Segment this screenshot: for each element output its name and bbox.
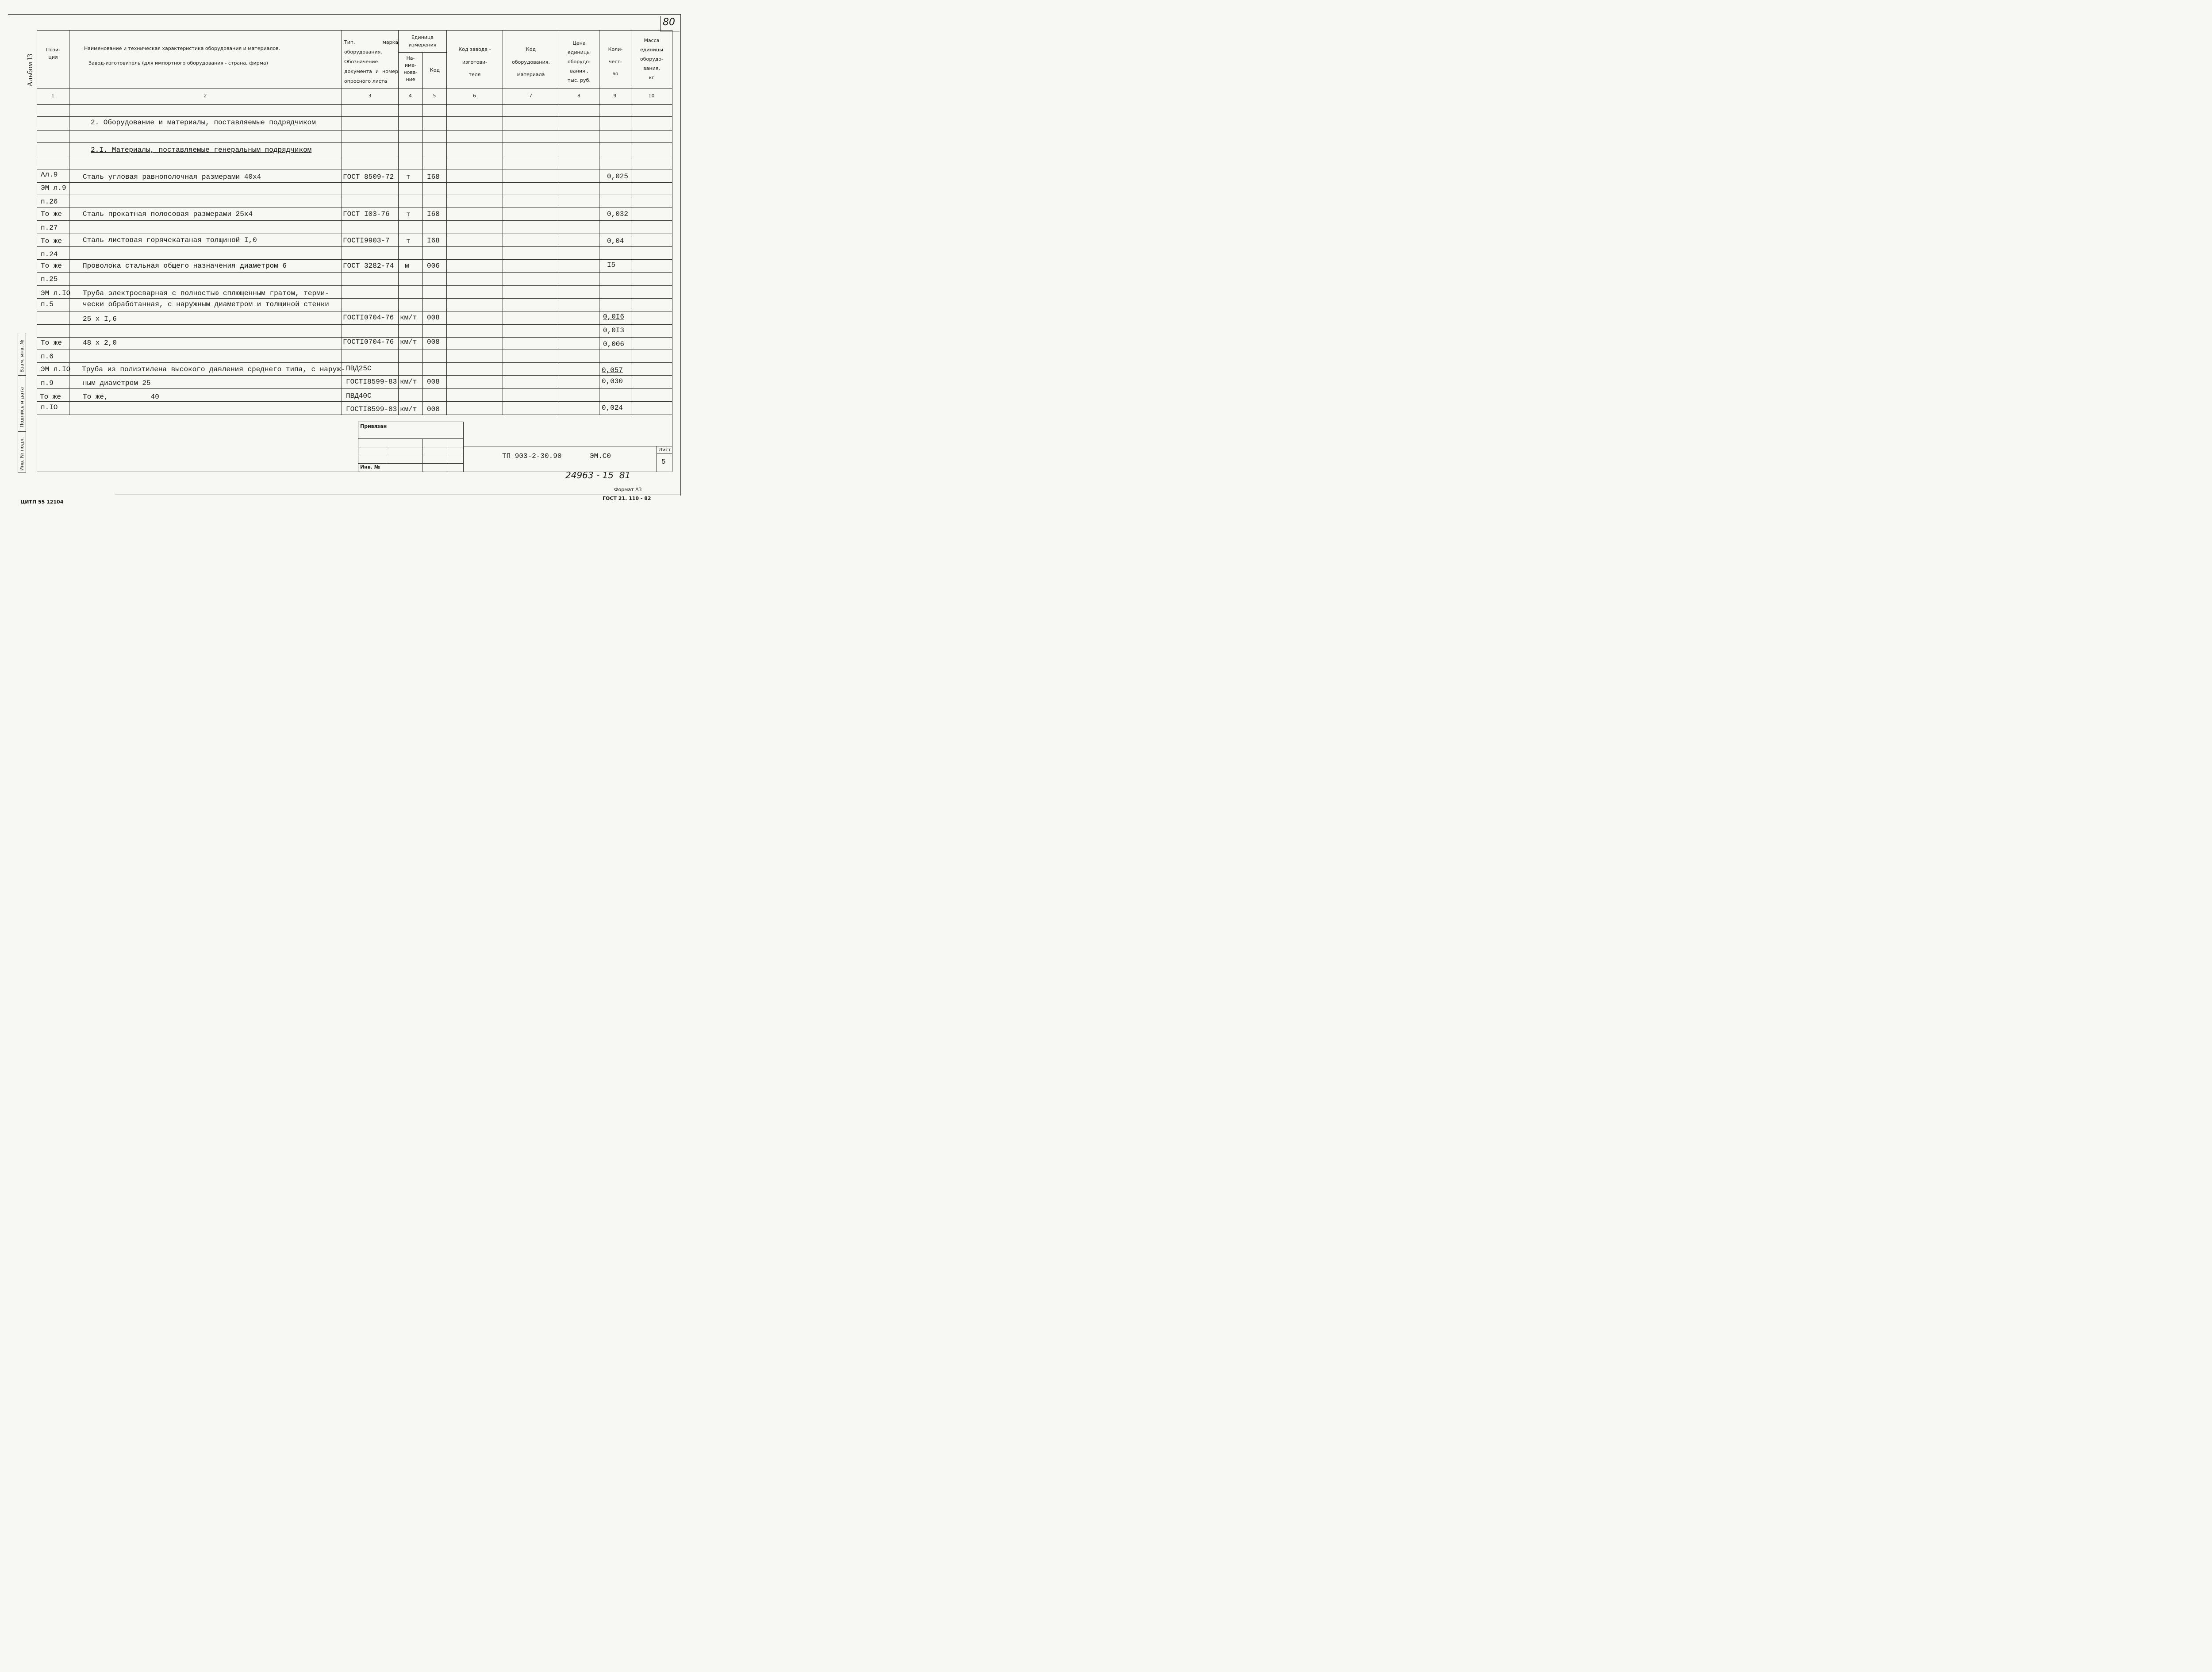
row-1-code: I68 bbox=[427, 173, 440, 181]
row-16-doc: ПВД25С bbox=[346, 365, 372, 373]
row-18-position: То же bbox=[40, 393, 61, 401]
row-14-qty: 0,006 bbox=[603, 340, 625, 348]
stamp-document-mark: ЭМ.С0 bbox=[590, 452, 611, 460]
row-17-name: ным диаметром 25 bbox=[83, 379, 151, 387]
stamp-sheet-label: Лист bbox=[659, 447, 671, 453]
row-11-position: п.5 bbox=[41, 300, 54, 308]
row-6-code: I68 bbox=[427, 237, 440, 245]
row-17-code: 008 bbox=[427, 378, 440, 386]
row-1-qty: 0,025 bbox=[607, 173, 629, 181]
row-12-qty: 0,0I6 bbox=[603, 313, 625, 321]
row-7-position: п.24 bbox=[41, 250, 58, 258]
row-18-name: То же, 40 bbox=[83, 393, 159, 401]
row-17-unit: км/т bbox=[400, 378, 417, 386]
row-14-code: 008 bbox=[427, 338, 440, 346]
stamp-inv-no: Инв. № bbox=[360, 464, 380, 470]
col-num-1: 1 bbox=[51, 93, 54, 99]
row-19-position: п.IO bbox=[41, 404, 58, 411]
stamp-privyazan: Привязан bbox=[360, 423, 387, 429]
header-quantity: Коли- чест- во bbox=[608, 46, 623, 77]
row-2-position: ЭМ л.9 bbox=[41, 184, 66, 192]
row-15-position: п.6 bbox=[41, 353, 54, 361]
footer-citp: ЦИТП 55 12104 bbox=[20, 499, 64, 505]
footer-gost: ГОСТ 21. 110 - 82 bbox=[603, 496, 651, 501]
row-12-unit: км/т bbox=[400, 314, 417, 322]
header-name-line2: Завод-изготовитель (для импортного оборудования - страна, фирма) bbox=[88, 60, 268, 66]
side-stamp-podpis: Подпись и дата bbox=[19, 387, 25, 427]
col-num-9: 9 bbox=[613, 93, 617, 99]
row-4-code: I68 bbox=[427, 210, 440, 218]
row-10-position: ЭМ л.IO bbox=[41, 289, 71, 297]
row-16-name: Труба из полиэтилена высокого давления среднего типа, с наруж- bbox=[82, 365, 346, 373]
stamp-document-code: ТП 903-2-30.90 bbox=[502, 452, 562, 460]
header-position: Пози- ция bbox=[46, 47, 60, 61]
row-1-position: Ал.9 bbox=[41, 171, 58, 179]
row-12-doc: ГОСТI0704-76 bbox=[343, 314, 394, 322]
row-17-qty: 0,030 bbox=[602, 377, 623, 385]
header-equipment-code: Код оборудования, материала bbox=[512, 46, 550, 78]
side-stamp-inv-podl: Инв. № подл. bbox=[19, 437, 25, 471]
row-4-qty: 0,032 bbox=[607, 210, 629, 218]
row-3-position: п.26 bbox=[41, 198, 58, 206]
row-11-name: чески обработанная, с наружным диаметром и толщиной стенки bbox=[83, 300, 329, 308]
col-num-8: 8 bbox=[577, 93, 580, 99]
header-unit-name: На- име- нова- ние bbox=[403, 55, 418, 82]
row-17-position: п.9 bbox=[41, 379, 54, 387]
header-price: Цена единицы оборудо- вания , тыс. руб. bbox=[567, 40, 591, 83]
row-8-doc: ГОСТ 3282-74 bbox=[343, 262, 394, 270]
row-14-position: То же bbox=[41, 339, 62, 347]
handwritten-reference: 24963 - 15 81 bbox=[565, 470, 631, 480]
side-stamp-vzam: Взам. инв. № bbox=[19, 339, 25, 373]
row-12-code: 008 bbox=[427, 314, 440, 322]
header-type-doc: Тип, марка оборудования. Обозначение документа и номер опросного листа bbox=[344, 39, 398, 84]
row-19-code: 008 bbox=[427, 405, 440, 413]
row-14-name: 48 х 2,0 bbox=[83, 339, 117, 347]
row-6-position: То же bbox=[41, 237, 62, 245]
section-2-heading: 2. Оборудование и материалы, поставляемые подрядчиком bbox=[91, 119, 316, 127]
row-19-doc: ГОСТI8599-83 bbox=[346, 405, 397, 413]
row-17-doc: ГОСТI8599-83 bbox=[346, 378, 397, 386]
row-1-name: Сталь угловая равнополочная размерами 40х4 bbox=[83, 173, 261, 181]
row-13-qty: 0,0I3 bbox=[603, 327, 625, 334]
row-19-unit: км/т bbox=[400, 405, 417, 413]
col-num-4: 4 bbox=[409, 93, 412, 99]
row-16-position: ЭМ л.IO bbox=[41, 365, 71, 373]
col-num-10: 10 bbox=[648, 93, 655, 99]
row-9-position: п.25 bbox=[41, 275, 58, 283]
col-num-7: 7 bbox=[529, 93, 532, 99]
row-12-name: 25 х I,6 bbox=[83, 315, 117, 323]
section-2-1-heading: 2.I. Материалы, поставляемые генеральным подрядчиком bbox=[91, 146, 312, 154]
header-unit-code: Код bbox=[430, 67, 440, 73]
row-8-position: То же bbox=[41, 262, 62, 270]
row-10-name: Труба электросварная с полностью сплющенным гратом, терми- bbox=[83, 289, 329, 297]
footer-format: Формат А3 bbox=[614, 487, 642, 492]
row-4-position: То же bbox=[41, 210, 62, 218]
handwritten-page-number: 80 bbox=[663, 17, 675, 28]
row-6-doc: ГОСТI9903-7 bbox=[343, 237, 390, 245]
col-num-2: 2 bbox=[204, 93, 207, 99]
row-8-code: 006 bbox=[427, 262, 440, 270]
row-5-position: п.27 bbox=[41, 224, 58, 232]
header-name-line1: Наименование и техническая характеристика оборудования и материалов. bbox=[84, 46, 280, 51]
row-8-qty: I5 bbox=[607, 261, 616, 269]
album-label: Альбом I3 bbox=[26, 54, 34, 87]
row-4-name: Сталь прокатная полосовая размерами 25х4 bbox=[83, 210, 253, 218]
header-mass: Масса единицы оборудо- вания, кг bbox=[640, 38, 664, 81]
row-14-unit: км/т bbox=[400, 338, 417, 346]
row-1-doc: ГОСТ 8509-72 bbox=[343, 173, 394, 181]
row-8-unit: м bbox=[405, 262, 409, 270]
col-num-3: 3 bbox=[368, 93, 372, 99]
row-16-qty: 0,057 bbox=[602, 366, 623, 374]
header-factory-code: Код завода - изготови- теля bbox=[458, 46, 491, 78]
row-6-unit: т bbox=[406, 237, 411, 245]
row-4-doc: ГОСТ I03-76 bbox=[343, 210, 390, 218]
row-6-name: Сталь листовая горячекатаная толщиной I,0 bbox=[83, 236, 257, 244]
row-14-doc: ГОСТI0704-76 bbox=[343, 338, 394, 346]
header-unit-group: Единица измерения bbox=[408, 35, 437, 48]
row-18-doc: ПВД40С bbox=[346, 392, 372, 400]
row-8-name: Проволока стальная общего назначения диаметром 6 bbox=[83, 262, 287, 270]
row-19-qty: 0,024 bbox=[602, 404, 623, 412]
row-4-unit: т bbox=[406, 211, 411, 219]
row-1-unit: т bbox=[406, 173, 411, 181]
row-6-qty: 0,04 bbox=[607, 237, 624, 245]
col-num-6: 6 bbox=[473, 93, 476, 99]
col-num-5: 5 bbox=[433, 93, 436, 99]
stamp-sheet-number: 5 bbox=[661, 458, 666, 466]
